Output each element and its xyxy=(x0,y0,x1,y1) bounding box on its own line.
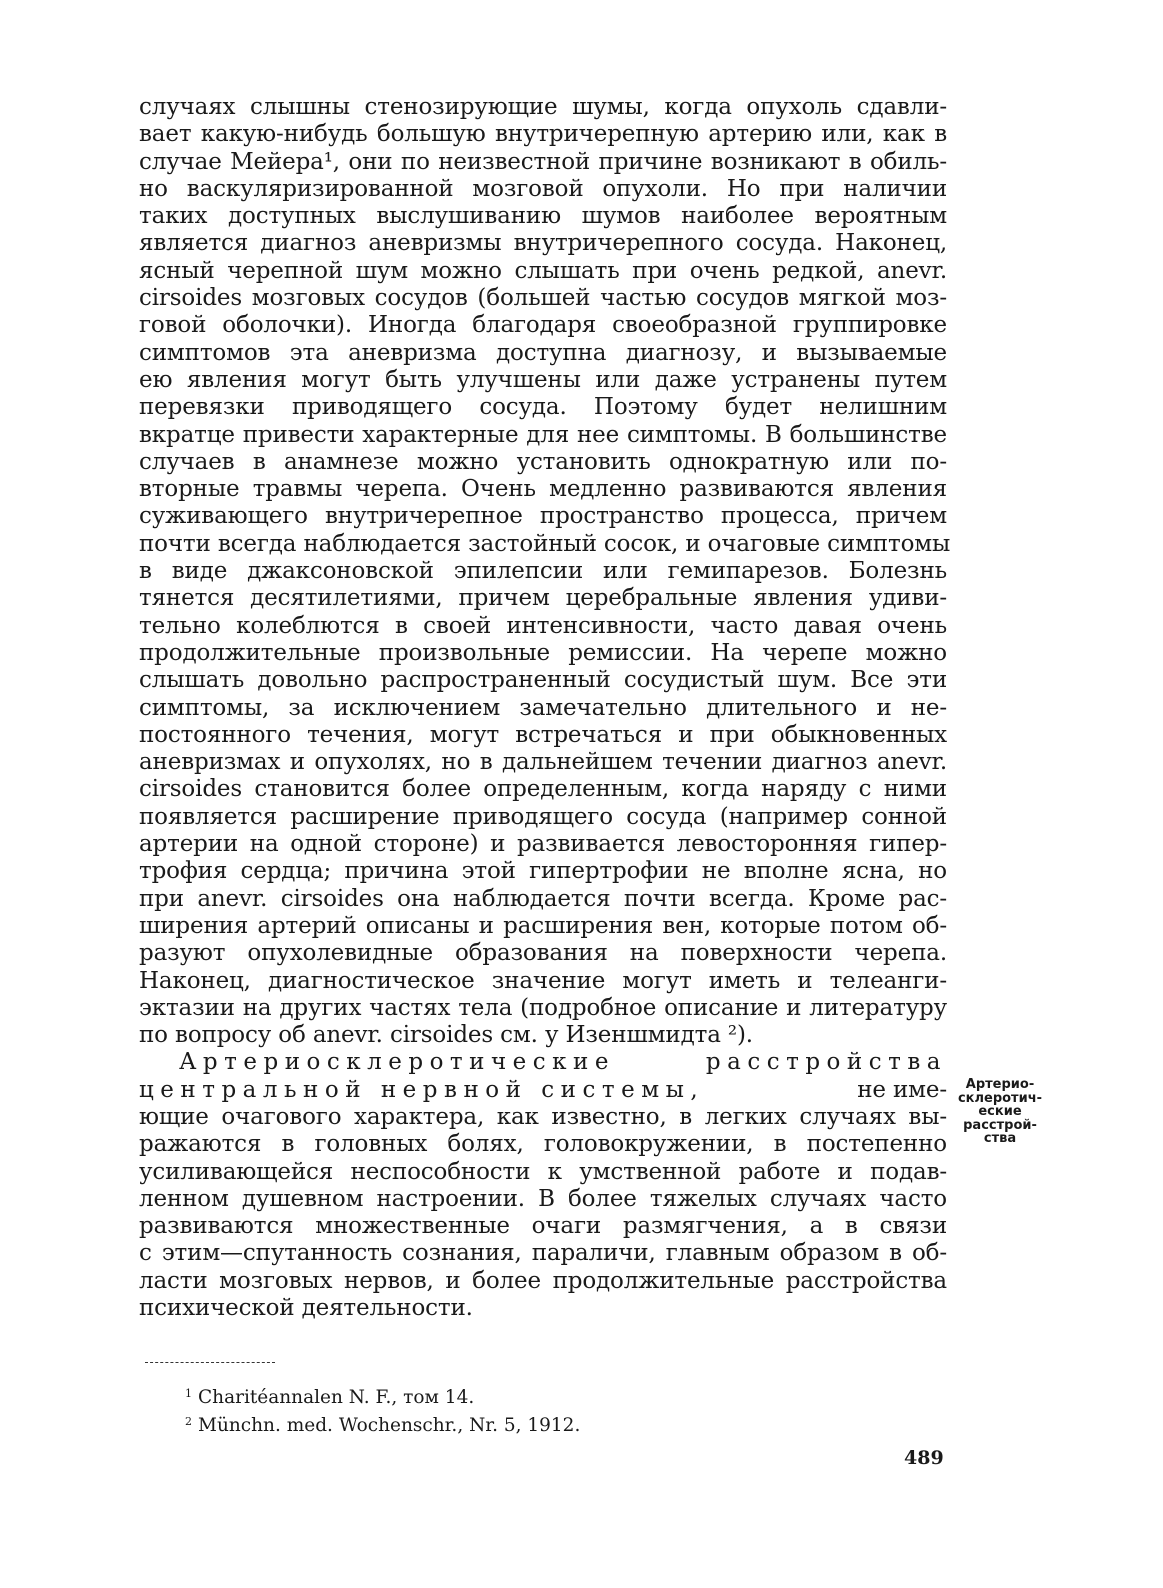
margin-note-line: еские xyxy=(978,1104,1022,1119)
paragraph-heading-line-2 xyxy=(139,1077,947,1104)
text-line: симптомы, за исключением замечательно длительного и не- xyxy=(139,694,947,721)
footnote-1 xyxy=(185,1382,885,1410)
footnote-separator xyxy=(145,1362,275,1363)
text-line: разуют опухолевидные образования на поверхности черепа. xyxy=(139,940,947,967)
text-line: случаев в анамнезе можно установить однократную или по- xyxy=(139,448,947,475)
footnote-mark: 2 xyxy=(185,1415,192,1428)
text-line: ею явления могут быть улучшены или даже устранены путем xyxy=(139,366,947,393)
text-line: при anevr. cirsoides она наблюдается почти всегда. Кроме рас- xyxy=(139,885,947,912)
text-line: усиливающейся неспособности к умственной работе и подав- xyxy=(139,1158,947,1185)
text-line: слышать довольно распространенный сосудистый шум. Все эти xyxy=(139,667,947,694)
text-line: ширения артерий описаны и расширения вен, которые потом об- xyxy=(139,912,947,939)
text-line: эктазии на других частях тела (подробное описание и литературу xyxy=(139,994,947,1021)
margin-note-line: склеротич- xyxy=(957,1090,1043,1106)
text-line: в виде джаксоновской эпилепсии или гемипарезов. Болезнь xyxy=(139,558,947,585)
text-line: ющие очагового характера, как известно, в легких случаях вы- xyxy=(139,1103,947,1130)
margin-note-line: расстрой- xyxy=(963,1117,1037,1133)
paragraph-heading-line: Артериосклеротические расстройства xyxy=(179,1049,947,1076)
paragraph-heading-continuation: центральной нервной системы, xyxy=(139,1076,705,1103)
paragraph-aneurysm xyxy=(139,94,951,1049)
text-line: говой оболочки). Иногда благодаря своеобразной группировке xyxy=(139,312,947,339)
page-number: 489 xyxy=(904,1447,944,1469)
text-line: с этим—спутанность сознания, параличи, главным образом в об- xyxy=(139,1240,947,1267)
text-line: симптомов эта аневризма доступна диагнозу, и вызываемые xyxy=(139,339,947,366)
main-text xyxy=(139,94,951,1322)
text-line: ленном душевном настроении. В более тяжелых случаях часто xyxy=(139,1185,947,1212)
text-line: является диагноз аневризмы внутричерепного сосуда. Наконец, xyxy=(139,230,947,257)
margin-note-line: ства xyxy=(983,1131,1017,1146)
paragraph-text-fragment: не име- xyxy=(857,1076,947,1103)
text-line: продолжительные произвольные ремиссии. На черепе можно xyxy=(139,639,947,666)
text-line: случае Мейера¹, они по неизвестной причине возникают в обиль- xyxy=(139,148,947,175)
text-line: ясный черепной шум можно слышать при очень редкой, anevr. xyxy=(139,257,947,284)
text-line: перевязки приводящего сосуда. Поэтому будет нелишним xyxy=(139,394,947,421)
text-line: ражаются в головных болях, головокружении, в постепенно xyxy=(139,1131,947,1158)
text-line: Наконец, диагностическое значение могут иметь и телеанги- xyxy=(139,967,947,994)
footnote-mark: 1 xyxy=(185,1387,192,1400)
text-line: таких доступных выслушиванию шумов наиболее вероятным xyxy=(139,203,947,230)
paragraph-arteriosclerosis-body xyxy=(139,1104,947,1322)
text-line: по вопросу об anevr. cirsoides см. у Изеншмидта ²). xyxy=(139,1022,753,1049)
text-line: но васкуляризированной мозговой опухоли. Но при наличии xyxy=(139,175,947,202)
text-line: вкратце привести характерные для нее симптомы. В большинстве xyxy=(139,421,947,448)
text-line: случаях слышны стенозирующие шумы, когда опухоль сдавли- xyxy=(139,94,947,120)
text-line: артерии на одной стороне) и развивается левосторонняя гипер- xyxy=(139,831,947,858)
text-line: тянется десятилетиями, причем церебральные явления удиви- xyxy=(139,585,947,612)
paragraph-arteriosclerosis xyxy=(139,1049,947,1322)
text-line: почти всегда наблюдается застойный сосок, и очаговые симптомы xyxy=(139,530,951,557)
text-line: вает какую-нибудь большую внутричерепную артерию или, как в xyxy=(139,121,947,148)
footnotes xyxy=(185,1382,885,1438)
footnote-text: Münchn. med. Wochenschr., Nr. 5, 1912. xyxy=(198,1415,581,1436)
text-line: суживающего внутричерепное пространство процесса, причем xyxy=(139,503,947,530)
text-line: постоянного течения, могут встречаться и при обыкновенных xyxy=(139,721,947,748)
text-line: появляется расширение приводящего сосуда (например сонной xyxy=(139,803,947,830)
text-line: cirsoides становится более определенным, когда наряду с ними xyxy=(139,776,947,803)
footnote-text: Charitéannalen N. F., том 14. xyxy=(198,1387,475,1408)
text-line: трофия сердца; причина этой гипертрофии не вполне ясна, но xyxy=(139,858,947,885)
margin-note-line: Артерио- xyxy=(965,1077,1035,1092)
text-line: психической деятельности. xyxy=(139,1295,473,1322)
footnote-2 xyxy=(185,1410,885,1438)
text-line: тельно колеблются в своей интенсивности, часто давая очень xyxy=(139,612,947,639)
text-line: ласти мозговых нервов, и более продолжительные расстройства xyxy=(139,1267,947,1294)
text-line: cirsoides мозговых сосудов (большей частью сосудов мягкой моз- xyxy=(139,285,947,312)
text-line: развиваются множественные очаги размягчения, а в связи xyxy=(139,1213,947,1240)
text-line: аневризмах и опухолях, но в дальнейшем течении диагноз anevr. xyxy=(139,749,947,776)
text-line: вторные травмы черепа. Очень медленно развиваются явления xyxy=(139,476,947,503)
margin-note xyxy=(950,1078,1050,1146)
